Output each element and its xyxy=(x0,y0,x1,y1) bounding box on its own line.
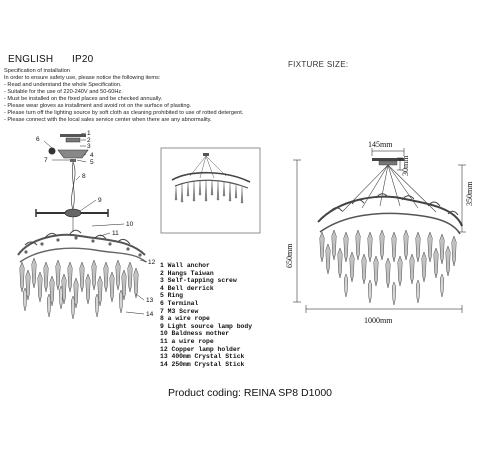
ip-rating: IP20 xyxy=(72,54,94,65)
callout-6: 6 xyxy=(36,136,40,143)
product-photo-box xyxy=(161,148,260,233)
parts-list-item: 2 Hangs Taiwan xyxy=(160,269,214,277)
parts-list-item: 14 250mm Crystal Stick xyxy=(160,360,245,368)
callout-8: 8 xyxy=(82,173,86,180)
parts-list-item: 9 Light source lamp body xyxy=(160,322,253,330)
instruction-line: In order to ensure safety use, please notice the following items: xyxy=(4,75,161,81)
callout-2: 2 xyxy=(87,137,91,144)
parts-list-item: 1 Wall anchor xyxy=(160,262,210,269)
instruction-line: - Please turn off the lighting source by soft cloth as cleaning prohibited to use of rotted detergent. xyxy=(4,110,244,116)
parts-list-item: 8 a wire rope xyxy=(160,315,210,323)
instruction-line: - Please wear gloves as installment and avoid rot on the surface of plasting. xyxy=(4,103,192,109)
callout-13: 13 xyxy=(146,297,154,304)
parts-list-item: 5 Ring xyxy=(160,292,184,300)
instruction-line: - Must be installed on the fixed places and be checked annually. xyxy=(4,96,163,102)
fixture-size-label: FIXTURE SIZE: xyxy=(288,60,349,69)
callout-12: 12 xyxy=(148,259,156,266)
dim-diameter: 1000mm xyxy=(364,316,393,325)
instruction-line: - Read and understand the whole Specification. xyxy=(4,82,122,88)
callout-4: 4 xyxy=(90,152,94,159)
callout-7: 7 xyxy=(44,157,48,164)
language-label: ENGLISH xyxy=(8,54,54,65)
instruction-line: Specification of installation xyxy=(4,68,70,74)
callout-10: 10 xyxy=(126,221,134,228)
parts-list-item: 4 Bell derrick xyxy=(160,284,214,292)
product-coding: Product coding: REINA SP8 D1000 xyxy=(167,387,332,399)
dim-drop: 30mm xyxy=(401,155,410,176)
parts-list-item: 6 Terminal xyxy=(160,299,199,307)
instruction-line: - Suitable for the use of 220-240V and 50-60Hz. xyxy=(4,89,123,95)
parts-list-item: 12 Copper lamp holder xyxy=(160,345,241,353)
parts-list-item: 11 a wire rope xyxy=(160,337,214,345)
callout-5: 5 xyxy=(90,159,94,166)
callout-1: 1 xyxy=(87,130,91,137)
parts-list-item: 10 Baldness mother xyxy=(160,330,230,338)
dim-top-width: 145mm xyxy=(368,140,393,149)
dim-crystal-height: 350mm xyxy=(465,181,474,206)
dim-total-height: 650mm xyxy=(285,243,294,268)
callout-3: 3 xyxy=(87,143,91,150)
parts-list-item: 3 Self-tapping screw xyxy=(160,277,237,285)
parts-list-item: 13 400mm Crystal Stick xyxy=(160,353,245,361)
instruction-line: - Please connect with the local sales service center when there are any abnormality. xyxy=(4,117,212,123)
parts-list xyxy=(160,262,252,368)
callout-14: 14 xyxy=(146,311,154,318)
callout-11: 11 xyxy=(112,230,119,237)
callout-9: 9 xyxy=(98,197,102,204)
fixture-size-drawing xyxy=(285,140,474,325)
parts-list-item: 7 M3 Screw xyxy=(160,307,199,315)
